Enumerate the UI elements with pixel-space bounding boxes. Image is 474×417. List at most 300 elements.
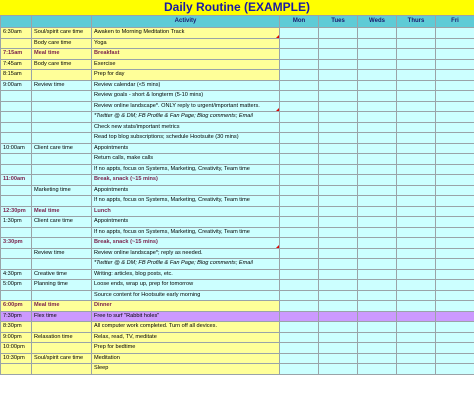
activity-cell[interactable] xyxy=(92,175,280,186)
day-cell-thurs[interactable] xyxy=(397,175,436,186)
table-row xyxy=(1,353,474,364)
day-cell-tues[interactable] xyxy=(319,80,358,91)
activity-text: Review online landscape*; reply as needed. xyxy=(94,249,203,256)
day-cell-mon[interactable] xyxy=(280,154,319,165)
day-cell-thurs[interactable] xyxy=(397,248,436,259)
header-weds[interactable]: Weds xyxy=(358,16,397,28)
activity-text: Dinner xyxy=(94,302,112,308)
day-cell-weds[interactable] xyxy=(358,59,397,70)
day-cell-tues[interactable] xyxy=(319,196,358,207)
day-cell-fri[interactable] xyxy=(436,332,474,343)
day-cell-tues[interactable] xyxy=(319,322,358,333)
activity-cell[interactable] xyxy=(92,101,280,112)
activity-text: Loose ends, wrap up, prep for tomorrow xyxy=(94,281,194,287)
day-cell-thurs[interactable] xyxy=(397,311,436,322)
day-cell-mon[interactable] xyxy=(280,122,319,133)
day-cell-tues[interactable] xyxy=(319,185,358,196)
activity-cell[interactable] xyxy=(92,196,280,207)
category-cell[interactable] xyxy=(32,112,92,123)
time-cell[interactable] xyxy=(1,364,32,375)
category-cell[interactable] xyxy=(32,322,92,333)
day-cell-tues[interactable] xyxy=(319,122,358,133)
time-cell[interactable] xyxy=(1,133,32,144)
activity-cell[interactable] xyxy=(92,332,280,343)
time-cell[interactable]: 10:00am xyxy=(1,143,32,154)
activity-cell[interactable] xyxy=(92,227,280,238)
day-cell-thurs[interactable] xyxy=(397,112,436,123)
day-cell-weds[interactable] xyxy=(358,217,397,228)
day-cell-mon[interactable] xyxy=(280,280,319,291)
activity-text: Free to surf "Rabbit holes" xyxy=(94,312,160,319)
category-cell[interactable] xyxy=(32,364,92,375)
day-cell-fri[interactable] xyxy=(436,38,474,49)
day-cell-fri[interactable] xyxy=(436,301,474,312)
day-cell-thurs[interactable] xyxy=(397,332,436,343)
activity-cell[interactable] xyxy=(92,343,280,354)
day-cell-weds[interactable] xyxy=(358,28,397,39)
category-cell[interactable]: Planning time xyxy=(32,280,92,291)
day-cell-tues[interactable] xyxy=(319,280,358,291)
day-cell-mon[interactable] xyxy=(280,290,319,301)
day-cell-weds[interactable] xyxy=(358,280,397,291)
day-cell-weds[interactable] xyxy=(358,301,397,312)
day-cell-thurs[interactable] xyxy=(397,80,436,91)
activity-cell[interactable] xyxy=(92,217,280,228)
day-cell-thurs[interactable] xyxy=(397,70,436,81)
category-cell[interactable] xyxy=(32,238,92,249)
activity-cell[interactable] xyxy=(92,280,280,291)
day-cell-tues[interactable] xyxy=(319,238,358,249)
day-cell-fri[interactable] xyxy=(436,248,474,259)
day-cell-tues[interactable] xyxy=(319,112,358,123)
day-cell-weds[interactable] xyxy=(358,133,397,144)
day-cell-mon[interactable] xyxy=(280,101,319,112)
day-cell-fri[interactable] xyxy=(436,353,474,364)
day-cell-fri[interactable] xyxy=(436,80,474,91)
time-cell[interactable]: 9:00am xyxy=(1,80,32,91)
table-row xyxy=(1,28,474,39)
activity-cell[interactable] xyxy=(92,248,280,259)
day-cell-mon[interactable] xyxy=(280,227,319,238)
day-cell-tues[interactable] xyxy=(319,269,358,280)
time-cell[interactable]: 7:15am xyxy=(1,49,32,60)
category-cell[interactable] xyxy=(32,164,92,175)
day-cell-tues[interactable] xyxy=(319,353,358,364)
day-cell-weds[interactable] xyxy=(358,49,397,60)
day-cell-tues[interactable] xyxy=(319,59,358,70)
time-cell[interactable] xyxy=(1,248,32,259)
day-cell-fri[interactable] xyxy=(436,49,474,60)
table-row xyxy=(1,164,474,175)
category-cell[interactable]: Client care time xyxy=(32,217,92,228)
time-cell[interactable] xyxy=(1,227,32,238)
day-cell-mon[interactable] xyxy=(280,59,319,70)
time-cell[interactable]: 8:15am xyxy=(1,70,32,81)
time-cell[interactable]: 9:00pm xyxy=(1,332,32,343)
day-cell-mon[interactable] xyxy=(280,269,319,280)
day-cell-mon[interactable] xyxy=(280,196,319,207)
day-cell-weds[interactable] xyxy=(358,196,397,207)
day-cell-mon[interactable] xyxy=(280,248,319,259)
time-cell[interactable]: 10:30pm xyxy=(1,353,32,364)
activity-cell[interactable] xyxy=(92,185,280,196)
day-cell-weds[interactable] xyxy=(358,206,397,217)
day-cell-weds[interactable] xyxy=(358,343,397,354)
time-cell[interactable]: 12:30pm xyxy=(1,206,32,217)
day-cell-mon[interactable] xyxy=(280,28,319,39)
day-cell-thurs[interactable] xyxy=(397,143,436,154)
header-tues[interactable]: Tues xyxy=(319,16,358,28)
day-cell-tues[interactable] xyxy=(319,164,358,175)
day-cell-weds[interactable] xyxy=(358,269,397,280)
day-cell-thurs[interactable] xyxy=(397,353,436,364)
time-cell[interactable]: 10:00pm xyxy=(1,343,32,354)
activity-text: Breakfast xyxy=(94,50,120,56)
day-cell-fri[interactable] xyxy=(436,122,474,133)
category-cell[interactable]: Soul/spirit care time xyxy=(32,28,92,39)
day-cell-fri[interactable] xyxy=(436,164,474,175)
time-cell[interactable] xyxy=(1,38,32,49)
table-row xyxy=(1,217,474,228)
activity-cell[interactable] xyxy=(92,311,280,322)
activity-cell[interactable] xyxy=(92,322,280,333)
day-cell-mon[interactable] xyxy=(280,133,319,144)
category-cell[interactable] xyxy=(32,91,92,102)
category-cell[interactable] xyxy=(32,122,92,133)
time-cell[interactable] xyxy=(1,185,32,196)
day-cell-thurs[interactable] xyxy=(397,227,436,238)
time-cell[interactable] xyxy=(1,164,32,175)
day-cell-fri[interactable] xyxy=(436,206,474,217)
activity-text: Exercise xyxy=(94,60,116,67)
day-cell-tues[interactable] xyxy=(319,154,358,165)
day-cell-tues[interactable] xyxy=(319,364,358,375)
activity-text: Writing: articles, blog posts, etc. xyxy=(94,270,173,277)
header-fri[interactable]: Fri xyxy=(436,16,474,28)
day-cell-weds[interactable] xyxy=(358,248,397,259)
day-cell-mon[interactable] xyxy=(280,301,319,312)
day-cell-thurs[interactable] xyxy=(397,38,436,49)
day-cell-thurs[interactable] xyxy=(397,133,436,144)
day-cell-fri[interactable] xyxy=(436,322,474,333)
day-cell-fri[interactable] xyxy=(436,175,474,186)
time-cell[interactable]: 7:45am xyxy=(1,59,32,70)
day-cell-mon[interactable] xyxy=(280,91,319,102)
day-cell-tues[interactable] xyxy=(319,175,358,186)
day-cell-weds[interactable] xyxy=(358,122,397,133)
day-cell-tues[interactable] xyxy=(319,227,358,238)
category-cell[interactable]: Meal time xyxy=(32,49,92,60)
category-cell[interactable]: Meal time xyxy=(32,206,92,217)
day-cell-weds[interactable] xyxy=(358,38,397,49)
header-category[interactable] xyxy=(32,16,92,28)
day-cell-weds[interactable] xyxy=(358,311,397,322)
day-cell-thurs[interactable] xyxy=(397,280,436,291)
day-cell-fri[interactable] xyxy=(436,28,474,39)
day-cell-thurs[interactable] xyxy=(397,238,436,249)
day-cell-weds[interactable] xyxy=(358,164,397,175)
activity-cell[interactable] xyxy=(92,80,280,91)
day-cell-weds[interactable] xyxy=(358,259,397,270)
time-cell[interactable] xyxy=(1,259,32,270)
category-cell[interactable] xyxy=(32,259,92,270)
day-cell-weds[interactable] xyxy=(358,70,397,81)
day-cell-thurs[interactable] xyxy=(397,101,436,112)
day-cell-mon[interactable] xyxy=(280,185,319,196)
day-cell-fri[interactable] xyxy=(436,280,474,291)
category-cell[interactable]: Flex time xyxy=(32,311,92,322)
day-cell-mon[interactable] xyxy=(280,217,319,228)
day-cell-tues[interactable] xyxy=(319,70,358,81)
category-cell[interactable]: Body care time xyxy=(32,38,92,49)
day-cell-mon[interactable] xyxy=(280,164,319,175)
day-cell-weds[interactable] xyxy=(358,91,397,102)
day-cell-mon[interactable] xyxy=(280,343,319,354)
day-cell-mon[interactable] xyxy=(280,175,319,186)
day-cell-mon[interactable] xyxy=(280,112,319,123)
day-cell-mon[interactable] xyxy=(280,70,319,81)
header-activity[interactable]: Activity xyxy=(92,16,280,28)
category-cell[interactable]: Client care time xyxy=(32,143,92,154)
time-cell[interactable]: 6:00pm xyxy=(1,301,32,312)
day-cell-weds[interactable] xyxy=(358,185,397,196)
table-row xyxy=(1,38,474,49)
header-mon[interactable]: Mon xyxy=(280,16,319,28)
table-row xyxy=(1,80,474,91)
day-cell-mon[interactable] xyxy=(280,80,319,91)
day-cell-tues[interactable] xyxy=(319,133,358,144)
time-cell[interactable]: 3:30pm xyxy=(1,238,32,249)
day-cell-fri[interactable] xyxy=(436,217,474,228)
day-cell-weds[interactable] xyxy=(358,364,397,375)
activity-cell[interactable] xyxy=(92,59,280,70)
activity-cell[interactable] xyxy=(92,164,280,175)
day-cell-weds[interactable] xyxy=(358,101,397,112)
day-cell-tues[interactable] xyxy=(319,49,358,60)
day-cell-tues[interactable] xyxy=(319,259,358,270)
time-cell[interactable] xyxy=(1,196,32,207)
time-cell[interactable] xyxy=(1,91,32,102)
time-cell[interactable] xyxy=(1,290,32,301)
activity-text: Yoga xyxy=(94,39,107,46)
day-cell-fri[interactable] xyxy=(436,364,474,375)
activity-cell[interactable] xyxy=(92,143,280,154)
activity-cell[interactable] xyxy=(92,238,280,249)
category-cell[interactable]: Creative time xyxy=(32,269,92,280)
day-cell-weds[interactable] xyxy=(358,80,397,91)
day-cell-fri[interactable] xyxy=(436,269,474,280)
activity-text: If no appts, focus on Systems, Marketing, Creativity, Team time xyxy=(94,197,250,203)
category-cell[interactable] xyxy=(32,227,92,238)
day-cell-fri[interactable] xyxy=(436,311,474,322)
day-cell-weds[interactable] xyxy=(358,112,397,123)
day-cell-fri[interactable] xyxy=(436,185,474,196)
time-cell[interactable] xyxy=(1,122,32,133)
activity-cell[interactable] xyxy=(92,70,280,81)
table-row xyxy=(1,154,474,165)
day-cell-weds[interactable] xyxy=(358,353,397,364)
activity-cell[interactable] xyxy=(92,28,280,39)
day-cell-tues[interactable] xyxy=(319,91,358,102)
day-cell-weds[interactable] xyxy=(358,175,397,186)
day-cell-mon[interactable] xyxy=(280,364,319,375)
day-cell-tues[interactable] xyxy=(319,248,358,259)
table-row xyxy=(1,290,474,301)
day-cell-thurs[interactable] xyxy=(397,343,436,354)
day-cell-tues[interactable] xyxy=(319,290,358,301)
activity-text: Review goals - short & longterm (5-10 mins) xyxy=(94,92,204,98)
day-cell-tues[interactable] xyxy=(319,343,358,354)
day-cell-tues[interactable] xyxy=(319,101,358,112)
activity-cell[interactable] xyxy=(92,269,280,280)
day-cell-thurs[interactable] xyxy=(397,164,436,175)
time-cell[interactable]: 5:00pm xyxy=(1,280,32,291)
category-cell[interactable] xyxy=(32,70,92,81)
day-cell-thurs[interactable] xyxy=(397,322,436,333)
activity-cell[interactable] xyxy=(92,133,280,144)
day-cell-mon[interactable] xyxy=(280,206,319,217)
activity-cell[interactable] xyxy=(92,49,280,60)
day-cell-fri[interactable] xyxy=(436,227,474,238)
day-cell-fri[interactable] xyxy=(436,133,474,144)
activity-cell[interactable] xyxy=(92,290,280,301)
category-cell[interactable] xyxy=(32,290,92,301)
day-cell-fri[interactable] xyxy=(436,143,474,154)
activity-cell[interactable] xyxy=(92,364,280,375)
header-thurs[interactable]: Thurs xyxy=(397,16,436,28)
day-cell-thurs[interactable] xyxy=(397,154,436,165)
table-row xyxy=(1,301,474,312)
day-cell-thurs[interactable] xyxy=(397,59,436,70)
day-cell-fri[interactable] xyxy=(436,290,474,301)
day-cell-thurs[interactable] xyxy=(397,290,436,301)
day-cell-fri[interactable] xyxy=(436,91,474,102)
category-cell[interactable]: Relaxation time xyxy=(32,332,92,343)
activity-cell[interactable] xyxy=(92,38,280,49)
routine-rows xyxy=(1,28,474,375)
time-cell[interactable] xyxy=(1,112,32,123)
day-cell-mon[interactable] xyxy=(280,238,319,249)
time-cell[interactable]: 6:30am xyxy=(1,28,32,39)
category-cell[interactable]: Meal time xyxy=(32,301,92,312)
day-cell-fri[interactable] xyxy=(436,259,474,270)
category-cell[interactable]: Soul/spirit care time xyxy=(32,353,92,364)
day-cell-thurs[interactable] xyxy=(397,364,436,375)
activity-cell[interactable] xyxy=(92,154,280,165)
day-cell-tues[interactable] xyxy=(319,143,358,154)
day-cell-tues[interactable] xyxy=(319,38,358,49)
activity-cell[interactable] xyxy=(92,353,280,364)
category-cell[interactable] xyxy=(32,154,92,165)
category-cell[interactable] xyxy=(32,175,92,186)
day-cell-thurs[interactable] xyxy=(397,122,436,133)
activity-text: Awaken to Morning Meditation Track xyxy=(94,29,185,35)
day-cell-weds[interactable] xyxy=(358,290,397,301)
day-cell-fri[interactable] xyxy=(436,343,474,354)
activity-cell[interactable] xyxy=(92,206,280,217)
table-row xyxy=(1,112,474,123)
day-cell-weds[interactable] xyxy=(358,332,397,343)
time-cell[interactable]: 8:30pm xyxy=(1,322,32,333)
day-cell-mon[interactable] xyxy=(280,259,319,270)
category-cell[interactable] xyxy=(32,101,92,112)
time-cell[interactable]: 11:00am xyxy=(1,175,32,186)
day-cell-mon[interactable] xyxy=(280,38,319,49)
time-cell[interactable]: 4:30pm xyxy=(1,269,32,280)
day-cell-tues[interactable] xyxy=(319,311,358,322)
category-cell[interactable]: Review time xyxy=(32,248,92,259)
day-cell-mon[interactable] xyxy=(280,49,319,60)
day-cell-thurs[interactable] xyxy=(397,196,436,207)
day-cell-tues[interactable] xyxy=(319,28,358,39)
table-row xyxy=(1,238,474,249)
category-cell[interactable]: Body care time xyxy=(32,59,92,70)
activity-cell[interactable] xyxy=(92,301,280,312)
day-cell-fri[interactable] xyxy=(436,238,474,249)
day-cell-thurs[interactable] xyxy=(397,28,436,39)
day-cell-mon[interactable] xyxy=(280,332,319,343)
category-cell[interactable] xyxy=(32,343,92,354)
activity-cell[interactable] xyxy=(92,91,280,102)
category-cell[interactable]: Marketing time xyxy=(32,185,92,196)
day-cell-thurs[interactable] xyxy=(397,206,436,217)
day-cell-fri[interactable] xyxy=(436,101,474,112)
day-cell-weds[interactable] xyxy=(358,322,397,333)
day-cell-tues[interactable] xyxy=(319,301,358,312)
table-row xyxy=(1,332,474,343)
category-cell[interactable] xyxy=(32,133,92,144)
header-time[interactable] xyxy=(1,16,32,28)
day-cell-thurs[interactable] xyxy=(397,217,436,228)
day-cell-fri[interactable] xyxy=(436,70,474,81)
day-cell-fri[interactable] xyxy=(436,59,474,70)
day-cell-fri[interactable] xyxy=(436,112,474,123)
day-cell-tues[interactable] xyxy=(319,332,358,343)
day-cell-thurs[interactable] xyxy=(397,259,436,270)
day-cell-weds[interactable] xyxy=(358,143,397,154)
time-cell[interactable] xyxy=(1,101,32,112)
time-cell[interactable]: 1:30pm xyxy=(1,217,32,228)
activity-text: Lunch xyxy=(94,207,111,214)
day-cell-mon[interactable] xyxy=(280,322,319,333)
day-cell-thurs[interactable] xyxy=(397,185,436,196)
day-cell-thurs[interactable] xyxy=(397,91,436,102)
day-cell-weds[interactable] xyxy=(358,238,397,249)
table-row xyxy=(1,343,474,354)
category-cell[interactable] xyxy=(32,196,92,207)
day-cell-tues[interactable] xyxy=(319,206,358,217)
day-cell-thurs[interactable] xyxy=(397,269,436,280)
day-cell-weds[interactable] xyxy=(358,154,397,165)
day-cell-mon[interactable] xyxy=(280,311,319,322)
category-cell[interactable]: Review time xyxy=(32,80,92,91)
day-cell-mon[interactable] xyxy=(280,353,319,364)
day-cell-thurs[interactable] xyxy=(397,301,436,312)
day-cell-fri[interactable] xyxy=(436,154,474,165)
time-cell[interactable] xyxy=(1,154,32,165)
activity-cell[interactable] xyxy=(92,112,280,123)
activity-text: *Twitter @ & DM; FB Profile & Fan Page; Blog comments; Email xyxy=(94,113,253,119)
activity-cell[interactable] xyxy=(92,259,280,270)
time-cell[interactable]: 7:30pm xyxy=(1,311,32,322)
activity-cell[interactable] xyxy=(92,122,280,133)
day-cell-fri[interactable] xyxy=(436,196,474,207)
table-row xyxy=(1,59,474,70)
day-cell-tues[interactable] xyxy=(319,217,358,228)
day-cell-thurs[interactable] xyxy=(397,49,436,60)
day-cell-weds[interactable] xyxy=(358,227,397,238)
day-cell-mon[interactable] xyxy=(280,143,319,154)
